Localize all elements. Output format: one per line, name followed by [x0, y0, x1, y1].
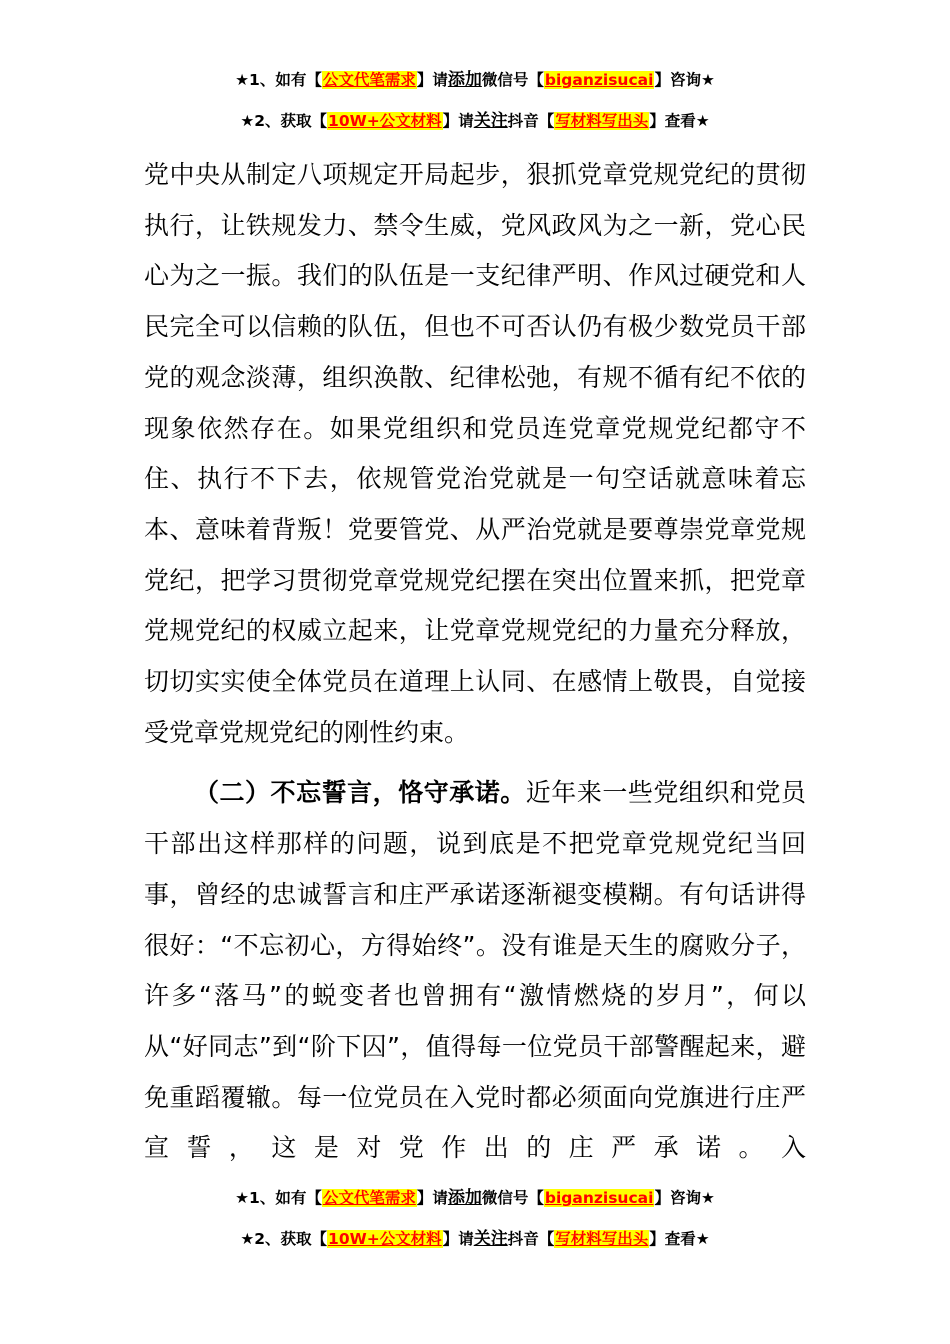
- bottom-banner-line-2: [0, 1228, 950, 1250]
- banner-text: 微信号【: [481, 71, 544, 89]
- banner-emphasis: 添加: [447, 1188, 482, 1208]
- banner-text: 】查看★: [649, 112, 710, 130]
- banner-text: 】请: [416, 1189, 448, 1207]
- top-banner-line-2: [0, 110, 950, 132]
- banner-emphasis: 添加: [447, 70, 482, 90]
- top-banner-line-1: [0, 69, 950, 91]
- bottom-banner-line-1: [0, 1187, 950, 1209]
- banner-highlight: 10W+公文材料: [328, 112, 442, 130]
- wechat-id-highlight: biganzisucai: [544, 1189, 654, 1207]
- body-paragraph: [144, 150, 806, 758]
- paragraph-text: 近年来一些党组织和党员干部出这样那样的问题，说到底是不把党章党规党纪当回事，曾经的忠诚誓言和庄严承诺逐渐褪变模糊。有句话讲得很好：“不忘初心，方得始终”。没有谁是天生的腐败分子，许多“落马”的蜕变者也曾拥有“激情燃烧的岁月”，何以从“好同志”到“阶下囚”，值得每一位党员干部警醒起来，避免重蹈覆辙。每一位党员在入党时都必须面向党旗进行庄严宣誓，这是对党作出的庄严承诺。入: [144, 778, 806, 1163]
- banner-emphasis: 关注: [473, 1229, 508, 1249]
- banner-highlight: 公文代笔需求: [322, 71, 416, 89]
- banner-text: 抖音【: [507, 1230, 555, 1248]
- banner-text: 】查看★: [649, 1230, 710, 1248]
- banner-text: 】请: [416, 71, 448, 89]
- banner-text: 】请: [442, 1230, 474, 1248]
- banner-text: ★2、获取【: [240, 112, 328, 130]
- douyin-account-highlight: 写材料写出头: [555, 1230, 649, 1248]
- banner-text: 抖音【: [507, 112, 555, 130]
- banner-text: 】请: [442, 112, 474, 130]
- douyin-account-highlight: 写材料写出头: [555, 112, 649, 130]
- banner-text: ★2、获取【: [240, 1230, 328, 1248]
- banner-highlight: 公文代笔需求: [322, 1189, 416, 1207]
- banner-text: ★1、如有【: [235, 1189, 322, 1207]
- banner-highlight: 10W+公文材料: [328, 1230, 442, 1248]
- banner-text: 微信号【: [481, 1189, 544, 1207]
- section-heading: （二）不忘誓言，恪守承诺。: [194, 778, 526, 808]
- banner-text: 】咨询★: [654, 1189, 715, 1207]
- banner-text: ★1、如有【: [235, 71, 322, 89]
- wechat-id-highlight: biganzisucai: [544, 71, 654, 89]
- body-paragraph: [144, 768, 806, 1174]
- banner-emphasis: 关注: [473, 111, 508, 131]
- paragraph-text: 党中央从制定八项规定开局起步，狠抓党章党规党纪的贯彻执行，让铁规发力、禁令生威，党风政风为之一新，党心民心为之一振。我们的队伍是一支纪律严明、作风过硬党和人民完全可以信赖的队伍，但也不可否认仍有极少数党员干部党的观念淡薄，组织涣散、纪律松弛，有规不循有纪不依的现象依然存在。如果党组织和党员连党章党规党纪都守不住、执行不下去，依规管党治党就是一句空话就意味着忘本、意味着背叛！党要管党、从严治党就是要尊崇党章党规党纪，把学习贯彻党章党规党纪摆在突出位置来抓，把党章党规党纪的权威立起来，让党章党规党纪的力量充分释放，切切实实使全体党员在道理上认同、在感情上敬畏，自觉接受党章党规党纪的刚性约束。: [144, 160, 806, 747]
- document-body: [144, 150, 806, 1174]
- banner-text: 】咨询★: [654, 71, 715, 89]
